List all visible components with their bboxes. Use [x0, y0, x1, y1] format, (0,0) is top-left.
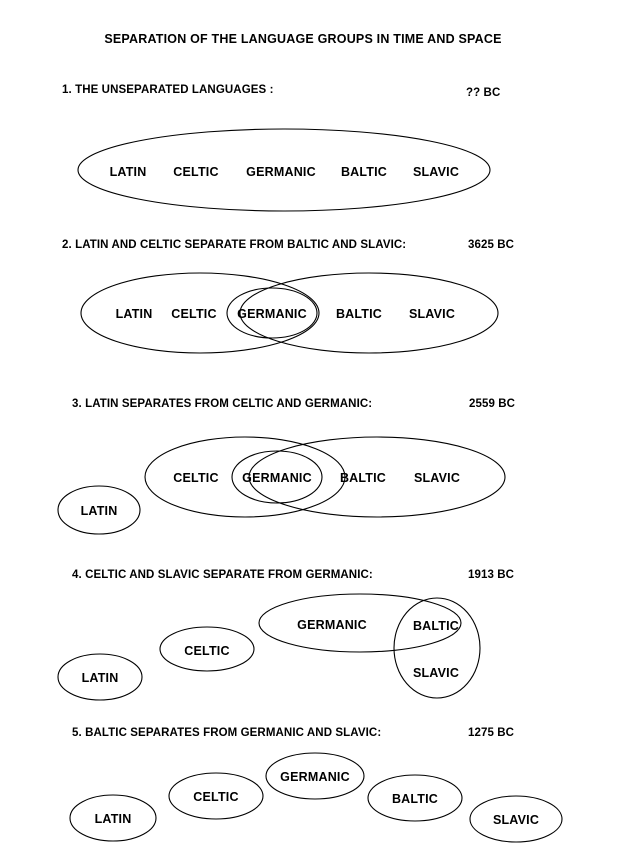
stage-1-label-celtic: CELTIC: [173, 165, 219, 179]
stage-4-label-celtic: CELTIC: [184, 644, 230, 658]
stage-2-label-slavic: SLAVIC: [408, 307, 456, 321]
stage-5-label-baltic: BALTIC: [391, 792, 439, 806]
stage-3: [58, 398, 515, 534]
stage-5-heading: 5. BALTIC SEPARATES FROM GERMANIC AND SLAVIC:: [72, 727, 382, 739]
stage-4: [58, 569, 514, 700]
stage-2-label-latin: LATIN: [115, 307, 153, 321]
stage-1-label-slavic: SLAVIC: [412, 165, 460, 179]
stage-3-heading: 3. LATIN SEPARATES FROM CELTIC AND GERMANIC:: [72, 398, 373, 410]
stage-2-heading: 2. LATIN AND CELTIC SEPARATE FROM BALTIC AND SLAVIC:: [62, 239, 407, 251]
stage-3-label-slavic: SLAVIC: [413, 471, 461, 485]
stage-4-label-slavic: SLAVIC: [412, 666, 460, 680]
stage-3-label-germanic: GERMANIC: [242, 471, 312, 485]
stage-4-heading: 4. CELTIC AND SLAVIC SEPARATE FROM GERMANIC:: [72, 569, 373, 581]
stage-3-label-baltic: BALTIC: [339, 471, 387, 485]
stage-1-heading: 1. THE UNSEPARATED LANGUAGES :: [62, 84, 274, 96]
stage-4-label-baltic: BALTIC: [412, 619, 460, 633]
stage-2-label-germanic: GERMANIC: [237, 307, 307, 321]
stage-2: [62, 239, 514, 353]
stage-5-label-slavic: SLAVIC: [492, 813, 540, 827]
page-title: SEPARATION OF THE LANGUAGE GROUPS IN TIME AND SPACE: [104, 32, 502, 46]
stage-2-label-baltic: BALTIC: [335, 307, 383, 321]
stage-3-label-latin: LATIN: [80, 504, 118, 518]
stage-4-label-germanic: GERMANIC: [297, 618, 367, 632]
stage-1: [62, 84, 500, 211]
stage-1-label-germanic: GERMANIC: [246, 165, 316, 179]
stage-4-label-latin: LATIN: [81, 671, 119, 685]
stage-4-date: 1913 BC: [468, 569, 515, 581]
stage-5-label-latin: LATIN: [94, 812, 132, 826]
stage-2-date: 3625 BC: [468, 239, 515, 251]
stage-2-label-celtic: CELTIC: [171, 307, 217, 321]
stage-4-set-baltic-slavic: [394, 598, 480, 698]
stage-5-date: 1275 BC: [468, 727, 515, 739]
stage-3-date: 2559 BC: [469, 398, 516, 410]
stage-5-label-germanic: GERMANIC: [280, 770, 350, 784]
stage-5-label-celtic: CELTIC: [193, 790, 239, 804]
stage-5: [70, 727, 562, 842]
stage-3-label-celtic: CELTIC: [173, 471, 219, 485]
stage-1-label-baltic: BALTIC: [340, 165, 388, 179]
stage-1-label-latin: LATIN: [109, 165, 147, 179]
stage-1-date: ?? BC: [466, 87, 501, 99]
